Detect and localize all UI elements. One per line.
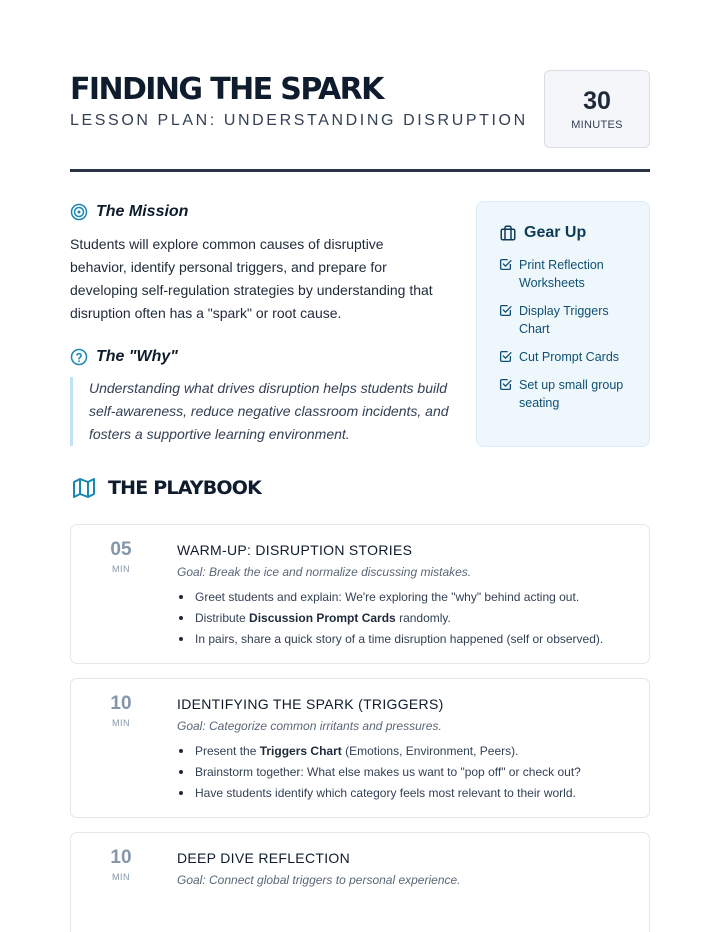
why-heading-row	[70, 348, 178, 366]
activity-minutes: 10	[110, 847, 132, 868]
activity-minutes-unit: MIN	[112, 564, 130, 574]
lesson-header	[70, 70, 650, 152]
step-text: Distribute	[195, 611, 250, 625]
mission-text: Students will explore common causes of disruptive behavior, identify personal triggers, and prepare for developing self-regulation strategies by understanding that disruption often has a "spark" or root cause.	[70, 236, 433, 321]
page-subtitle: LESSON PLAN: UNDERSTANDING DISRUPTION	[70, 112, 528, 129]
activity-steps	[177, 587, 637, 650]
activity-step	[177, 741, 637, 762]
mission-heading: The Mission	[96, 203, 189, 220]
duration-unit: MINUTES	[571, 119, 623, 131]
why-quote: Understanding what drives disruption helps students build self-awareness, reduce negative classroom incidents, and fosters a supportive learning environment.	[70, 377, 460, 446]
playbook-heading-row	[72, 476, 261, 500]
checkbox-checked-icon	[499, 304, 512, 317]
step-text: randomly.	[395, 611, 451, 625]
gear-up-item	[499, 302, 631, 338]
checkbox-checked-icon	[499, 350, 512, 363]
gear-up-item-label: Set up small group seating	[519, 378, 624, 410]
step-text: (Emotions, Environment, Peers).	[341, 744, 519, 758]
question-circle-icon	[70, 348, 88, 366]
gear-up-panel	[476, 201, 650, 447]
gear-up-heading-row	[499, 224, 631, 242]
activity-content	[177, 541, 637, 650]
activity-card	[70, 832, 650, 932]
step-text: Present the	[195, 744, 260, 758]
activity-content	[177, 695, 637, 804]
activity-minutes: 05	[110, 539, 132, 560]
playbook-heading: THE PLAYBOOK	[108, 477, 262, 499]
page-title: FINDING THE SPARK	[70, 72, 383, 107]
gear-up-item	[499, 256, 631, 292]
gear-up-item	[499, 348, 631, 366]
activity-title: DEEP DIVE REFLECTION	[177, 850, 351, 866]
checkbox-checked-icon	[499, 378, 512, 391]
activity-step: Greet students and explain: We're exploring the "why" behind acting out.	[177, 587, 637, 608]
why-heading: The "Why"	[96, 348, 178, 365]
duration-value: 30	[583, 87, 611, 115]
gear-up-item-label: Display Triggers Chart	[519, 304, 609, 336]
activity-step: Brainstorm together: What else makes us want to "pop off" or check out?	[177, 762, 637, 783]
activity-duration	[71, 847, 171, 882]
activity-title: IDENTIFYING THE SPARK (TRIGGERS)	[177, 696, 444, 712]
activity-minutes-unit: MIN	[112, 872, 130, 882]
activity-minutes-unit: MIN	[112, 718, 130, 728]
map-icon	[72, 476, 96, 500]
activity-steps	[177, 741, 637, 804]
activity-duration	[71, 693, 171, 728]
gear-up-item-label: Print Reflection Worksheets	[519, 258, 604, 290]
gear-up-heading: Gear Up	[524, 224, 587, 241]
gear-up-item-label: Cut Prompt Cards	[519, 350, 620, 364]
activity-step	[177, 608, 637, 629]
header-divider	[70, 169, 650, 172]
mission-heading-row	[70, 203, 188, 221]
activity-step: In pairs, share a quick story of a time disruption happened (self or observed).	[177, 629, 637, 650]
activity-card	[70, 524, 650, 664]
gear-up-item	[499, 376, 631, 412]
activity-goal: Goal: Categorize common irritants and pressures.	[177, 719, 442, 733]
step-emphasis: Discussion Prompt Cards	[249, 611, 396, 625]
activity-step: Have students identify which category feels most relevant to their world.	[177, 783, 637, 804]
briefcase-icon	[499, 224, 517, 242]
step-emphasis: Triggers Chart	[259, 744, 342, 758]
activity-content	[177, 849, 637, 888]
activity-minutes: 10	[110, 693, 132, 714]
duration-badge	[544, 70, 650, 148]
activity-card	[70, 678, 650, 818]
target-icon	[70, 203, 88, 221]
gear-up-list	[499, 256, 631, 412]
activity-goal: Goal: Connect global triggers to personal experience.	[177, 873, 461, 887]
activity-duration	[71, 539, 171, 574]
activity-title: WARM-UP: DISRUPTION STORIES	[177, 542, 413, 558]
checkbox-checked-icon	[499, 258, 512, 271]
activity-goal: Goal: Break the ice and normalize discussing mistakes.	[177, 565, 472, 579]
